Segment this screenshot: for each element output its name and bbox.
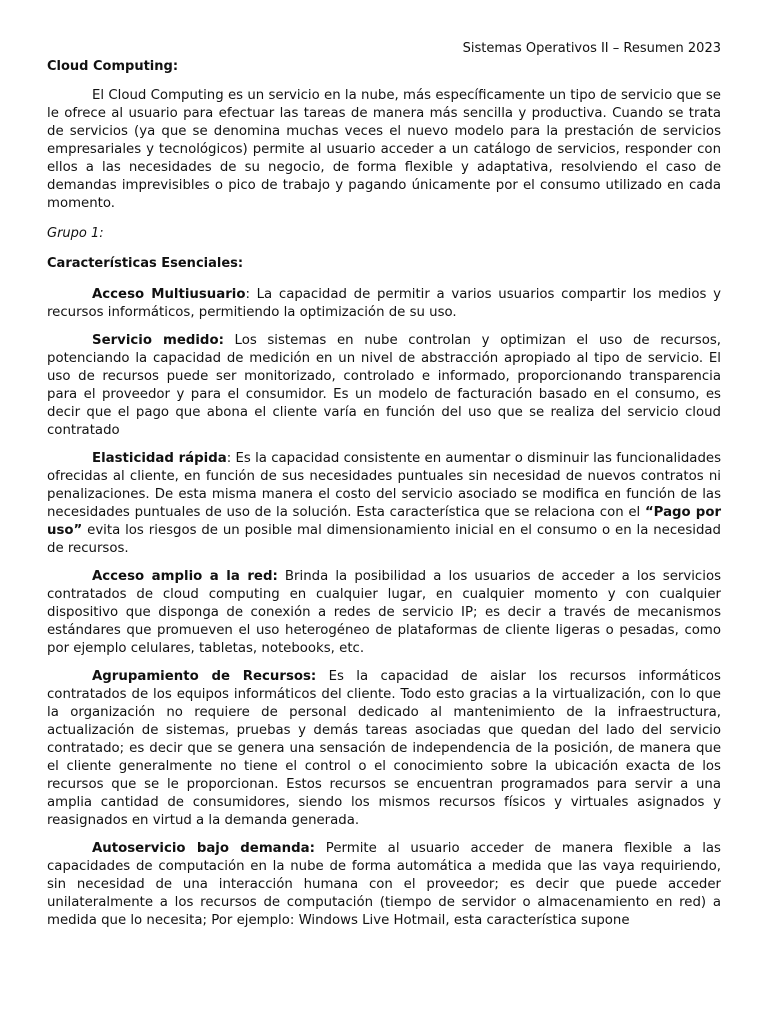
paragraph-elasticidad-rapida [47,450,721,558]
paragraph-autoservicio [47,840,721,930]
term-elasticidad-rapida: Elasticidad rápida [92,451,227,466]
paragraph-servicio-medido [47,332,721,440]
definition-elasticidad-rapida-part1: : Es la capacidad consistente en aumentar o disminuir las funcionalidades ofrecidas al cliente, en función de sus necesidades puntuales sin necesidad de nuevos contratos ni penalizaciones. De esta misma manera el costo del servicio asociado se modifica en función de las necesidades puntuales de uso de la solución. Esta característica que se relaciona con el [47,451,721,520]
term-agrupamiento-recursos: Agrupamiento de Recursos: [92,669,317,684]
paragraph-acceso-multiusuario [47,286,721,322]
term-autoservicio: Autoservicio bajo demanda: [92,841,315,856]
section-title: Cloud Computing: [47,59,179,74]
definition-autoservicio: Permite al usuario acceder de manera flexible a las capacidades de computación en la nube de forma automática a medida que las vaya requiriendo, sin necesidad de una interacción humana con el proveedor; es decir que puede acceder unilateralmente a los recursos de computación (tiempo de servidor o almacenamiento en red) a medida que lo necesita; Por ejemplo: Windows Live Hotmail, esta característica supone [47,841,721,928]
term-acceso-amplio: Acceso amplio a la red: [92,569,278,584]
paragraph-agrupamiento-recursos [47,668,721,830]
definition-elasticidad-rapida-part2: evita los riesgos de un posible mal dimensionamiento inicial en el consumo o en la necesidad de recursos. [47,523,721,556]
term-servicio-medido: Servicio medido: [92,333,224,348]
group-label: Grupo 1: [47,226,104,241]
definition-servicio-medido: Los sistemas en nube controlan y optimizan el uso de recursos, potenciando la capacidad de medición en un nivel de abstracción apropiado al tipo de servicio. El uso de recursos puede ser monitorizado, controlado e informado, proporcionando transparencia para el proveedor y para el consumidor. Es un modelo de facturación basado en el consumo, es decir que el pago que abona el cliente varía en función del uso que se realiza del servicio cloud contratado [47,333,721,438]
paragraph-acceso-amplio [47,568,721,658]
definition-agrupamiento-recursos: Es la capacidad de aislar los recursos informáticos contratados de los equipos informáticos del cliente. Todo esto gracias a la virtualización, con lo que la organización no requiere de personal dedicado al mantenimiento de la infraestructura, actualización de sistemas, pruebas y demás tareas asociadas que quedan del lado del servicio contratado; es decir que se genera una sensación de independencia de la posición, de manera que el cliente generalmente no tiene el control o el conocimiento sobre la ubicación exacta de los recursos que se le proporcionan. Estos recursos se encuentran programados para servir a una amplia cantidad de consumidores, siendo los mismos recursos físicos y virtuales asignados y reasignados en virtud a la demanda generada. [47,669,721,828]
definition-acceso-multiusuario: : La capacidad de permitir a varios usuarios compartir los medios y recursos informáticos, permitiendo la optimización de su uso. [47,287,721,320]
subsection-title: Características Esenciales: [47,256,244,271]
definition-acceso-amplio: Brinda la posibilidad a los usuarios de acceder a los servicios contratados de cloud computing en cualquier lugar, en cualquier momento y con cualquier dispositivo que disponga de conexión a redes de servicio IP; es decir a través de mecanismos estándares que promueven el uso heterogéneo de plataformas de cliente ligeras o pesadas, como por ejemplo celulares, tabletas, notebooks, etc. [47,569,722,656]
page-header: Sistemas Operativos II – Resumen 2023 [462,41,721,56]
pago-por-uso-phrase: “Pago por uso” [47,505,722,538]
intro-paragraph: El Cloud Computing es un servicio en la nube, más específicamente un tipo de servicio que se le ofrece al usuario para efectuar las tareas de manera más sencilla y productiva. Cuando se trata de servicios (ya que se denomina muchas veces el nuevo modelo para la prestación de servicios empresariales y tecnológicos) permite al usuario acceder a un catálogo de servicios, responder con ellos a las necesidades de su negocio, de forma flexible y adaptativa, resolviendo el caso de demandas imprevisibles o pico de trabajo y pagando únicamente por el consumo utilizado en cada momento. [47,88,721,211]
term-acceso-multiusuario: Acceso Multiusuario [92,287,246,302]
document-page [47,40,721,940]
